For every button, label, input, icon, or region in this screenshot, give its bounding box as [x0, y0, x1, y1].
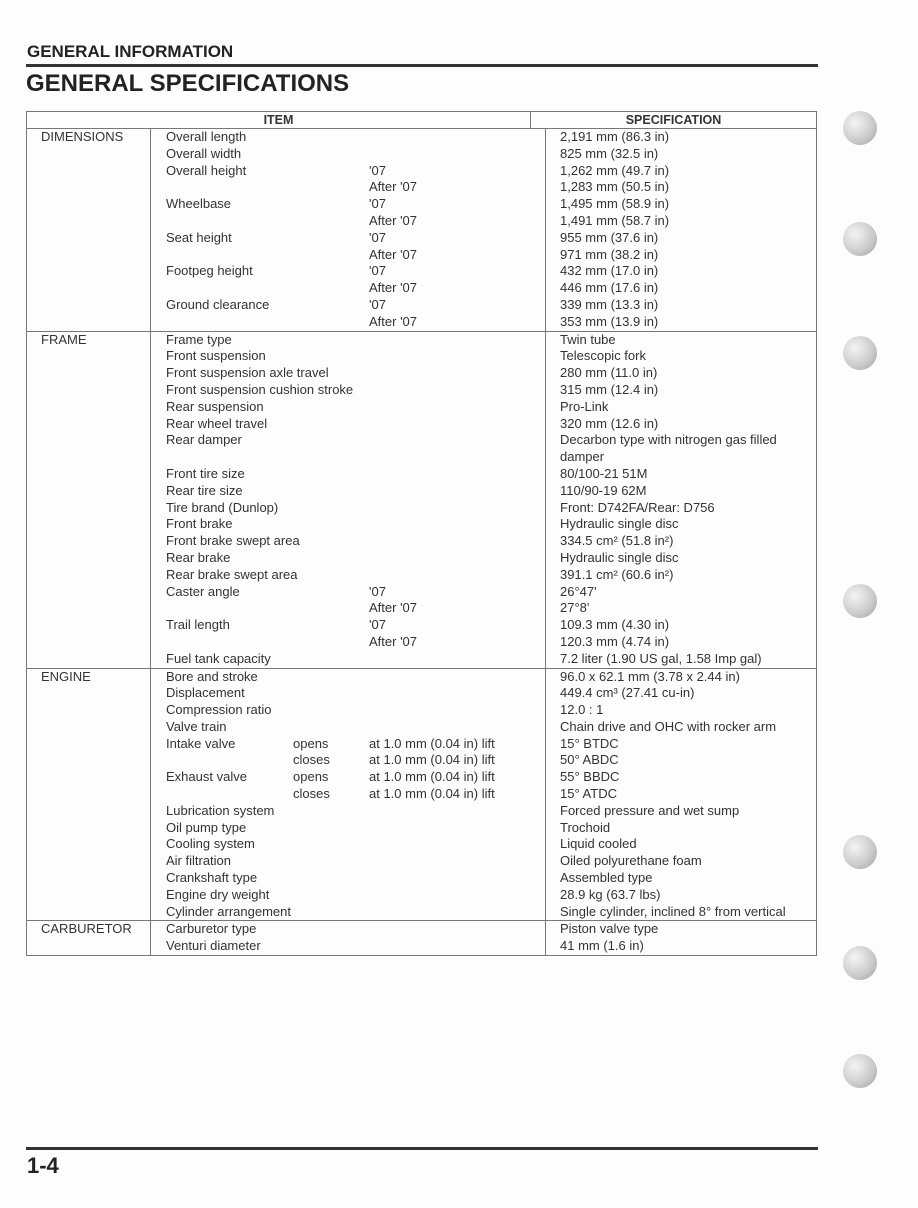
table-row [151, 382, 816, 399]
table-row [151, 938, 816, 955]
item-qualifier [369, 887, 546, 904]
item-qualifier [369, 820, 546, 837]
item-label [151, 314, 293, 331]
item-label: Rear tire size [166, 482, 243, 498]
table-row [151, 617, 816, 634]
specification-value: Telescopic fork [560, 348, 646, 364]
item-qualifier [369, 669, 546, 686]
table-row [151, 786, 816, 803]
item-condition [293, 820, 369, 837]
table-row [151, 702, 816, 719]
item-condition: opens [293, 735, 329, 751]
table-row [151, 719, 816, 736]
table-row [151, 567, 816, 584]
specification-value: 391.1 cm² (60.6 in²) [560, 566, 674, 582]
table-row [151, 263, 816, 280]
section-name: FRAME [27, 332, 151, 668]
item-condition [293, 432, 369, 449]
binder-hole [843, 1054, 877, 1088]
item-condition [293, 600, 369, 617]
specification-value: 2,191 mm (86.3 in) [560, 129, 670, 144]
specification-value: 825 mm (32.5 in) [560, 145, 659, 161]
specification-value: Front: D742FA/Rear: D756 [560, 499, 715, 515]
item-label [151, 634, 293, 651]
item-qualifier: '07 [369, 163, 546, 180]
table-row [151, 533, 816, 550]
item-condition [293, 466, 369, 483]
item-qualifier: After '07 [369, 634, 546, 651]
item-qualifier [369, 483, 546, 500]
item-qualifier [369, 550, 546, 567]
item-qualifier: After '07 [369, 280, 546, 297]
item-label: Front suspension [166, 348, 266, 364]
specification-value: Hydraulic single disc [560, 516, 679, 532]
item-label: Rear brake swept area [166, 566, 298, 582]
specification-value: 1,262 mm (49.7 in) [560, 162, 670, 178]
table-row [151, 280, 816, 297]
item-label: Air filtration [166, 853, 232, 869]
item-condition: closes [293, 786, 330, 802]
item-condition [293, 297, 369, 314]
item-qualifier [369, 466, 546, 483]
table-row [151, 769, 816, 786]
item-label: Valve train [166, 718, 227, 734]
item-qualifier [369, 399, 546, 416]
item-condition [293, 938, 369, 955]
table-row [151, 669, 816, 686]
binder-hole [843, 835, 877, 869]
item-condition [293, 179, 369, 196]
specification-value: 432 mm (17.0 in) [560, 263, 659, 279]
table-row [151, 332, 816, 349]
item-condition [293, 719, 369, 736]
table-row [151, 853, 816, 870]
item-condition: opens [293, 769, 329, 785]
item-qualifier [369, 719, 546, 736]
table-row [151, 904, 816, 921]
table-row [151, 500, 816, 517]
item-condition [293, 416, 369, 433]
binder-hole [843, 222, 877, 256]
item-condition [293, 247, 369, 264]
section-name: ENGINE [27, 669, 151, 921]
specification-value: Pro-Link [560, 398, 609, 414]
item-condition [293, 263, 369, 280]
table-row [151, 179, 816, 196]
table-row [151, 516, 816, 533]
table-row [151, 685, 816, 702]
item-qualifier: '07 [369, 230, 546, 247]
page-number: 1-4 [27, 1153, 59, 1178]
table-row [151, 466, 816, 483]
section-name: DIMENSIONS [27, 129, 151, 331]
table-row [151, 365, 816, 382]
specification-value: Trochoid [560, 819, 611, 835]
item-qualifier: '07 [369, 263, 546, 280]
table-section [27, 129, 816, 331]
specification-value: 315 mm (12.4 in) [560, 381, 659, 397]
specification-value: 55° BBDC [560, 769, 620, 785]
table-row [151, 752, 816, 769]
item-qualifier [369, 836, 546, 853]
item-condition [293, 196, 369, 213]
item-condition [293, 399, 369, 416]
item-qualifier: '07 [369, 584, 546, 601]
item-condition [293, 870, 369, 887]
column-header-item: ITEM [27, 112, 531, 128]
specification-value: 449.4 cm³ (27.41 cu-in) [560, 685, 695, 701]
item-label: Seat height [166, 229, 232, 245]
item-condition [293, 921, 369, 938]
table-row [151, 416, 816, 433]
table-row [151, 887, 816, 904]
column-header-specification: SPECIFICATION [625, 113, 722, 127]
specification-value: 971 mm (38.2 in) [560, 246, 659, 262]
item-condition [293, 887, 369, 904]
specification-value: Decarbon type with nitrogen gas filled [560, 432, 777, 448]
binder-hole [843, 946, 877, 980]
section-heading: GENERAL INFORMATION [27, 42, 234, 61]
table-row [151, 449, 816, 466]
item-qualifier: After '07 [369, 179, 546, 196]
binder-hole [843, 336, 877, 370]
item-qualifier [369, 449, 546, 466]
item-label: Venturi diameter [166, 938, 261, 954]
specification-value: damper [560, 449, 605, 465]
item-label [151, 752, 293, 769]
specification-value: 955 mm (37.6 in) [560, 229, 659, 245]
item-qualifier [369, 921, 546, 938]
item-label: Front tire size [166, 465, 245, 481]
specification-value: Oiled polyurethane foam [560, 853, 702, 869]
item-label [151, 213, 293, 230]
specification-value: 110/90-19 62M [560, 482, 647, 498]
specification-value: Assembled type [560, 870, 653, 886]
item-label: Fuel tank capacity [166, 650, 271, 666]
specification-value: 41 mm (1.6 in) [560, 938, 644, 954]
specification-value: 96.0 x 62.1 mm (3.78 x 2.44 in) [560, 668, 740, 684]
item-condition [293, 702, 369, 719]
specification-value: 280 mm (11.0 in) [560, 365, 658, 381]
item-label: Exhaust valve [166, 769, 247, 785]
item-label [151, 449, 293, 466]
item-qualifier [369, 146, 546, 163]
item-label: Cylinder arrangement [166, 903, 292, 919]
item-label [151, 600, 293, 617]
item-qualifier [369, 651, 546, 668]
item-qualifier [496, 500, 546, 517]
binder-hole [843, 111, 877, 145]
item-condition [293, 634, 369, 651]
item-label: Rear wheel travel [166, 415, 268, 431]
item-label: Engine dry weight [166, 886, 270, 902]
specifications-table [26, 111, 817, 956]
item-label: Caster angle [166, 583, 240, 599]
table-row [151, 634, 816, 651]
item-condition [293, 280, 369, 297]
item-label [151, 247, 293, 264]
item-label: Rear damper [166, 432, 242, 448]
item-label: Footpeg height [166, 263, 253, 279]
specification-value: 109.3 mm (4.30 in) [560, 617, 670, 633]
item-condition [293, 836, 369, 853]
table-row [151, 230, 816, 247]
table-header [27, 112, 816, 129]
table-row [151, 550, 816, 567]
table-row [151, 736, 816, 753]
specification-value: Liquid cooled [560, 836, 637, 852]
item-qualifier [496, 904, 546, 921]
table-section [27, 668, 816, 921]
item-qualifier [369, 685, 546, 702]
item-qualifier [369, 416, 546, 433]
item-qualifier [369, 870, 546, 887]
item-qualifier: After '07 [369, 213, 546, 230]
item-qualifier [496, 533, 546, 550]
item-label: Crankshaft type [166, 870, 258, 886]
item-label: Oil pump type [166, 819, 247, 835]
item-qualifier: After '07 [369, 600, 546, 617]
table-row [151, 483, 816, 500]
item-qualifier [496, 382, 546, 399]
item-condition [293, 550, 369, 567]
table-row [151, 213, 816, 230]
table-row [151, 297, 816, 314]
item-qualifier: After '07 [369, 314, 546, 331]
item-qualifier [369, 432, 546, 449]
item-label: Front brake [166, 516, 233, 532]
item-condition [293, 146, 369, 163]
item-label: Intake valve [166, 735, 236, 751]
specification-value: 320 mm (12.6 in) [560, 415, 659, 431]
item-qualifier [496, 567, 546, 584]
item-condition [293, 617, 369, 634]
item-qualifier [369, 803, 546, 820]
table-row [151, 870, 816, 887]
table-row [151, 348, 816, 365]
item-label: Trail length [166, 617, 230, 633]
item-condition [293, 332, 369, 349]
table-row [151, 163, 816, 180]
item-condition [293, 803, 369, 820]
table-row [151, 399, 816, 416]
item-label: Lubrication system [166, 802, 275, 818]
specification-value: 334.5 cm² (51.8 in²) [560, 533, 674, 549]
item-label: Rear brake [166, 549, 231, 565]
specification-value: 80/100-21 51M [560, 465, 648, 481]
specification-value: 28.9 kg (63.7 lbs) [560, 886, 661, 902]
header-rule [26, 64, 818, 67]
table-row [151, 146, 816, 163]
table-row [151, 803, 816, 820]
item-label: Front suspension axle travel [166, 365, 329, 381]
specification-value: 1,495 mm (58.9 in) [560, 196, 670, 212]
item-label: Tire brand (Dunlop) [166, 499, 279, 515]
item-condition [293, 651, 369, 668]
table-row [151, 432, 816, 449]
table-row [151, 584, 816, 601]
item-qualifier [369, 853, 546, 870]
item-condition [293, 669, 369, 686]
item-label: Overall width [166, 145, 242, 161]
item-label: Front brake swept area [166, 533, 300, 549]
item-qualifier [369, 516, 546, 533]
page-title: GENERAL SPECIFICATIONS [26, 70, 350, 97]
item-label: Ground clearance [166, 296, 270, 312]
item-condition [293, 314, 369, 331]
item-qualifier: After '07 [369, 247, 546, 264]
item-qualifier: '07 [369, 617, 546, 634]
item-qualifier [369, 702, 546, 719]
item-condition [293, 129, 369, 146]
item-condition [293, 213, 369, 230]
specification-value: 12.0 : 1 [560, 702, 604, 718]
specification-value: Hydraulic single disc [560, 549, 679, 565]
specification-value: 26°47' [560, 583, 597, 599]
item-qualifier: at 1.0 mm (0.04 in) lift [369, 769, 546, 786]
item-qualifier [369, 938, 546, 955]
section-name: CARBURETOR [27, 921, 151, 955]
specification-value: 27°8' [560, 600, 590, 616]
item-condition [293, 163, 369, 180]
item-label: Rear suspension [166, 398, 264, 414]
item-label [151, 179, 293, 196]
specification-value: 15° BTDC [560, 735, 619, 751]
item-qualifier [496, 365, 546, 382]
item-qualifier: at 1.0 mm (0.04 in) lift [369, 736, 546, 753]
item-label: Wheelbase [166, 196, 232, 212]
item-condition [293, 584, 369, 601]
item-condition [293, 449, 369, 466]
item-label [151, 786, 293, 803]
item-label: Overall height [166, 162, 247, 178]
item-label: Compression ratio [166, 702, 272, 718]
item-label: Overall length [166, 129, 247, 144]
specification-value: 339 mm (13.3 in) [560, 296, 659, 312]
table-row [151, 921, 816, 938]
table-section [27, 331, 816, 668]
item-condition [293, 483, 369, 500]
item-condition [293, 348, 369, 365]
item-qualifier [369, 348, 546, 365]
table-row [151, 651, 816, 668]
specification-value: Single cylinder, inclined 8° from vertical [560, 903, 786, 919]
item-condition [293, 685, 369, 702]
item-label: Cooling system [166, 836, 255, 852]
item-qualifier [369, 332, 546, 349]
item-label: Displacement [166, 685, 245, 701]
specification-value: 50° ABDC [560, 752, 619, 768]
item-condition [293, 853, 369, 870]
specification-value: Piston valve type [560, 921, 659, 937]
binder-hole [843, 584, 877, 618]
specification-value: Twin tube [560, 331, 616, 347]
item-condition: closes [293, 752, 330, 768]
specification-value: 446 mm (17.6 in) [560, 280, 659, 296]
item-qualifier: '07 [369, 196, 546, 213]
specification-value: 15° ATDC [560, 786, 617, 802]
item-label [151, 280, 293, 297]
specification-value: Forced pressure and wet sump [560, 802, 740, 818]
table-row [151, 820, 816, 837]
table-row [151, 196, 816, 213]
item-qualifier [369, 129, 546, 146]
specification-value: 7.2 liter (1.90 US gal, 1.58 Imp gal) [560, 650, 762, 666]
specification-value: 1,491 mm (58.7 in) [560, 212, 670, 228]
specification-value: 120.3 mm (4.74 in) [560, 633, 670, 649]
item-label: Bore and stroke [166, 668, 258, 684]
item-qualifier: at 1.0 mm (0.04 in) lift [369, 752, 546, 769]
item-label: Front suspension cushion stroke [166, 381, 354, 397]
table-row [151, 836, 816, 853]
table-row [151, 600, 816, 617]
item-qualifier: at 1.0 mm (0.04 in) lift [369, 786, 546, 803]
specification-value: Chain drive and OHC with rocker arm [560, 718, 777, 734]
table-row [151, 129, 816, 146]
item-condition [293, 516, 369, 533]
table-row [151, 314, 816, 331]
table-section [27, 920, 816, 955]
item-qualifier: '07 [369, 297, 546, 314]
table-row [151, 247, 816, 264]
item-label: Frame type [166, 331, 232, 347]
specification-value: 1,283 mm (50.5 in) [560, 179, 670, 195]
item-condition [293, 230, 369, 247]
footer-rule [26, 1147, 818, 1150]
specification-value: 353 mm (13.9 in) [560, 313, 659, 329]
item-label: Carburetor type [166, 921, 257, 937]
